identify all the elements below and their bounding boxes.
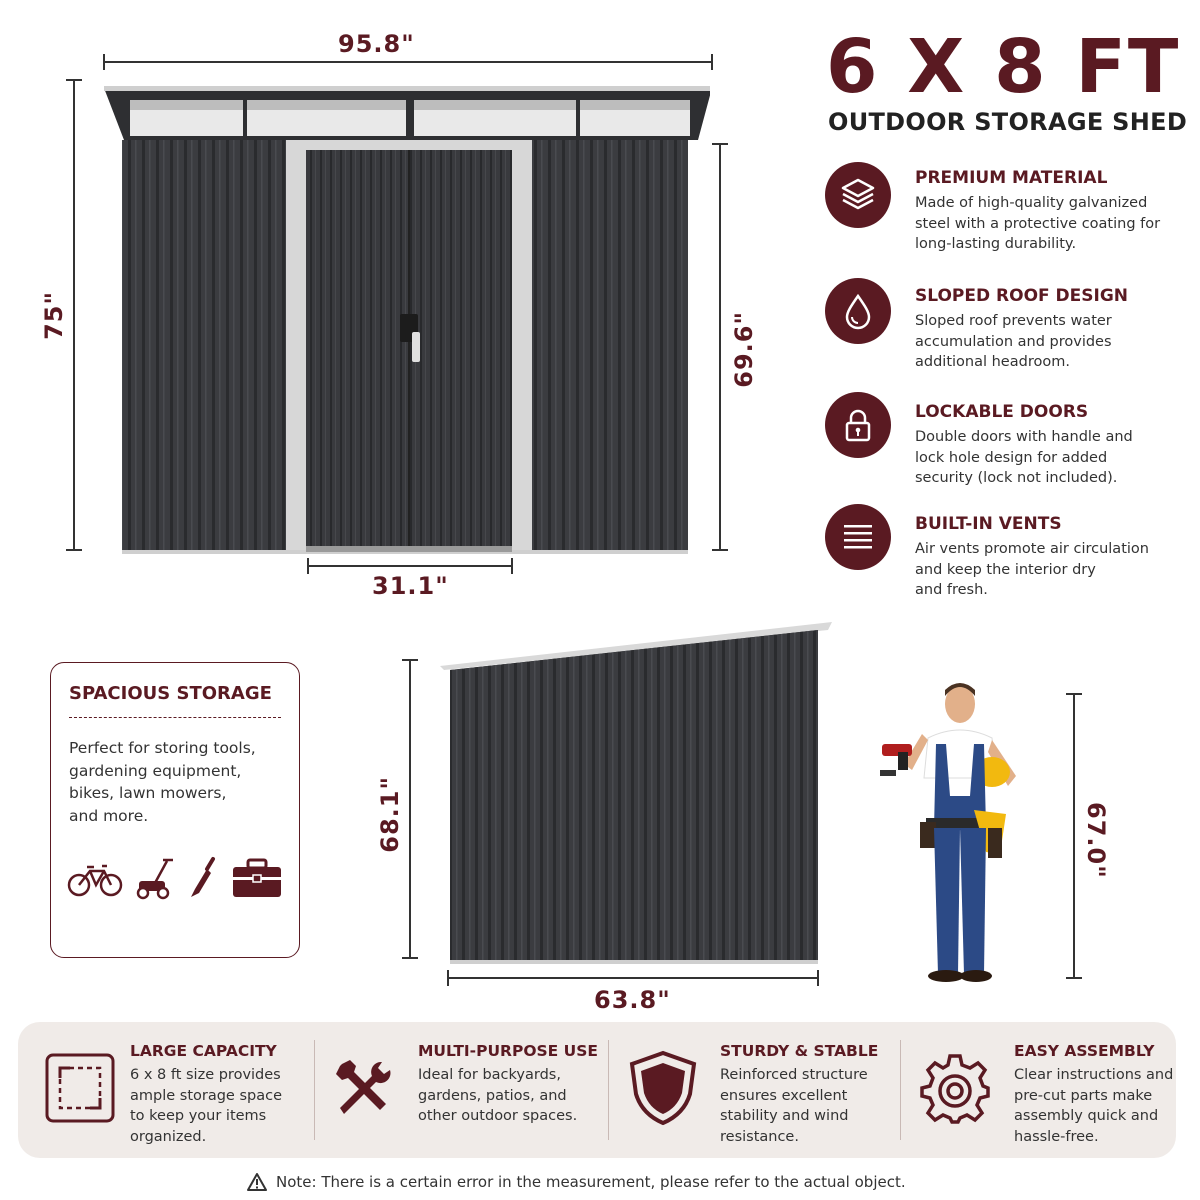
gear-icon — [918, 1052, 992, 1126]
benefit-desc: Ideal for backyards, gardens, patios, and other outdoor spaces. — [418, 1067, 578, 1124]
storage-title: SPACIOUS STORAGE — [69, 683, 272, 704]
feature-desc: Air vents promote air circulation and keep the interior dry and fresh. — [915, 541, 1149, 598]
benefits-band — [18, 1022, 1176, 1158]
divider — [314, 1040, 315, 1140]
divider — [900, 1040, 901, 1140]
feature-title: SLOPED ROOF DESIGN — [915, 286, 1129, 306]
divider — [608, 1040, 609, 1140]
side-shed-illustration — [436, 618, 836, 970]
toolbox-icon — [231, 857, 283, 899]
feature-title: PREMIUM MATERIAL — [915, 168, 1108, 188]
feature-title: LOCKABLE DOORS — [915, 402, 1089, 422]
benefit-title: EASY ASSEMBLY — [1014, 1042, 1155, 1060]
spacious-storage-card — [50, 662, 300, 958]
benefit-title: LARGE CAPACITY — [130, 1042, 277, 1060]
side-depth-dimension-line — [444, 968, 824, 988]
warning-icon — [246, 1172, 268, 1192]
front-height-label: 75" — [40, 285, 68, 346]
side-height-label: 68.1" — [376, 770, 404, 859]
benefit-desc: Reinforced structure ensures excellent stability and wind resistance. — [720, 1067, 868, 1145]
lawn-mower-icon — [133, 855, 179, 901]
front-shed-illustration — [100, 82, 710, 562]
vents-icon — [825, 504, 891, 570]
benefit-title: MULTI-PURPOSE USE — [418, 1042, 598, 1060]
person-height-label: 67.0" — [1082, 796, 1110, 885]
storage-divider — [69, 717, 281, 718]
trowel-icon — [185, 855, 225, 901]
feature-title: BUILT-IN VENTS — [915, 514, 1062, 534]
front-view — [0, 0, 800, 610]
benefit-desc: Clear instructions and pre-cut parts make assembly quick and hassle-free. — [1014, 1067, 1174, 1145]
feature-desc: Sloped roof prevents water accumulation and provides additional headroom. — [915, 313, 1112, 370]
side-depth-label: 63.8" — [594, 986, 671, 1014]
benefit-desc: 6 x 8 ft size provides ample storage space to keep your items organized. — [130, 1067, 283, 1145]
bicycle-icon — [66, 859, 126, 899]
benefit-title: STURDY & STABLE — [720, 1042, 879, 1060]
page-subtitle: OUTDOOR STORAGE SHED — [828, 108, 1188, 136]
door-height-label: 69.6" — [730, 305, 758, 394]
storage-desc: Perfect for storing tools, gardening equipment, bikes, lawn mowers, and more. — [69, 739, 256, 825]
door-height-dimension-line — [708, 140, 732, 556]
measurement-note: Note: There is a certain error in the measurement, please refer to the actual object. — [276, 1173, 906, 1191]
feature-desc: Made of high-quality galvanized steel with a protective coating for long-lasting durability. — [915, 195, 1161, 252]
padlock-icon — [825, 392, 891, 458]
tools-icon — [332, 1056, 396, 1120]
door-width-label: 31.1" — [372, 572, 449, 600]
front-width-label: 95.8" — [330, 30, 423, 58]
layers-icon — [825, 162, 891, 228]
resize-icon — [44, 1052, 116, 1124]
shield-icon — [628, 1050, 698, 1126]
page-title: 6 X 8 FT — [826, 24, 1181, 110]
feature-desc: Double doors with handle and lock hole design for added security (lock not included). — [915, 429, 1133, 486]
water-drop-icon — [825, 278, 891, 344]
worker-figure — [876, 678, 1036, 984]
